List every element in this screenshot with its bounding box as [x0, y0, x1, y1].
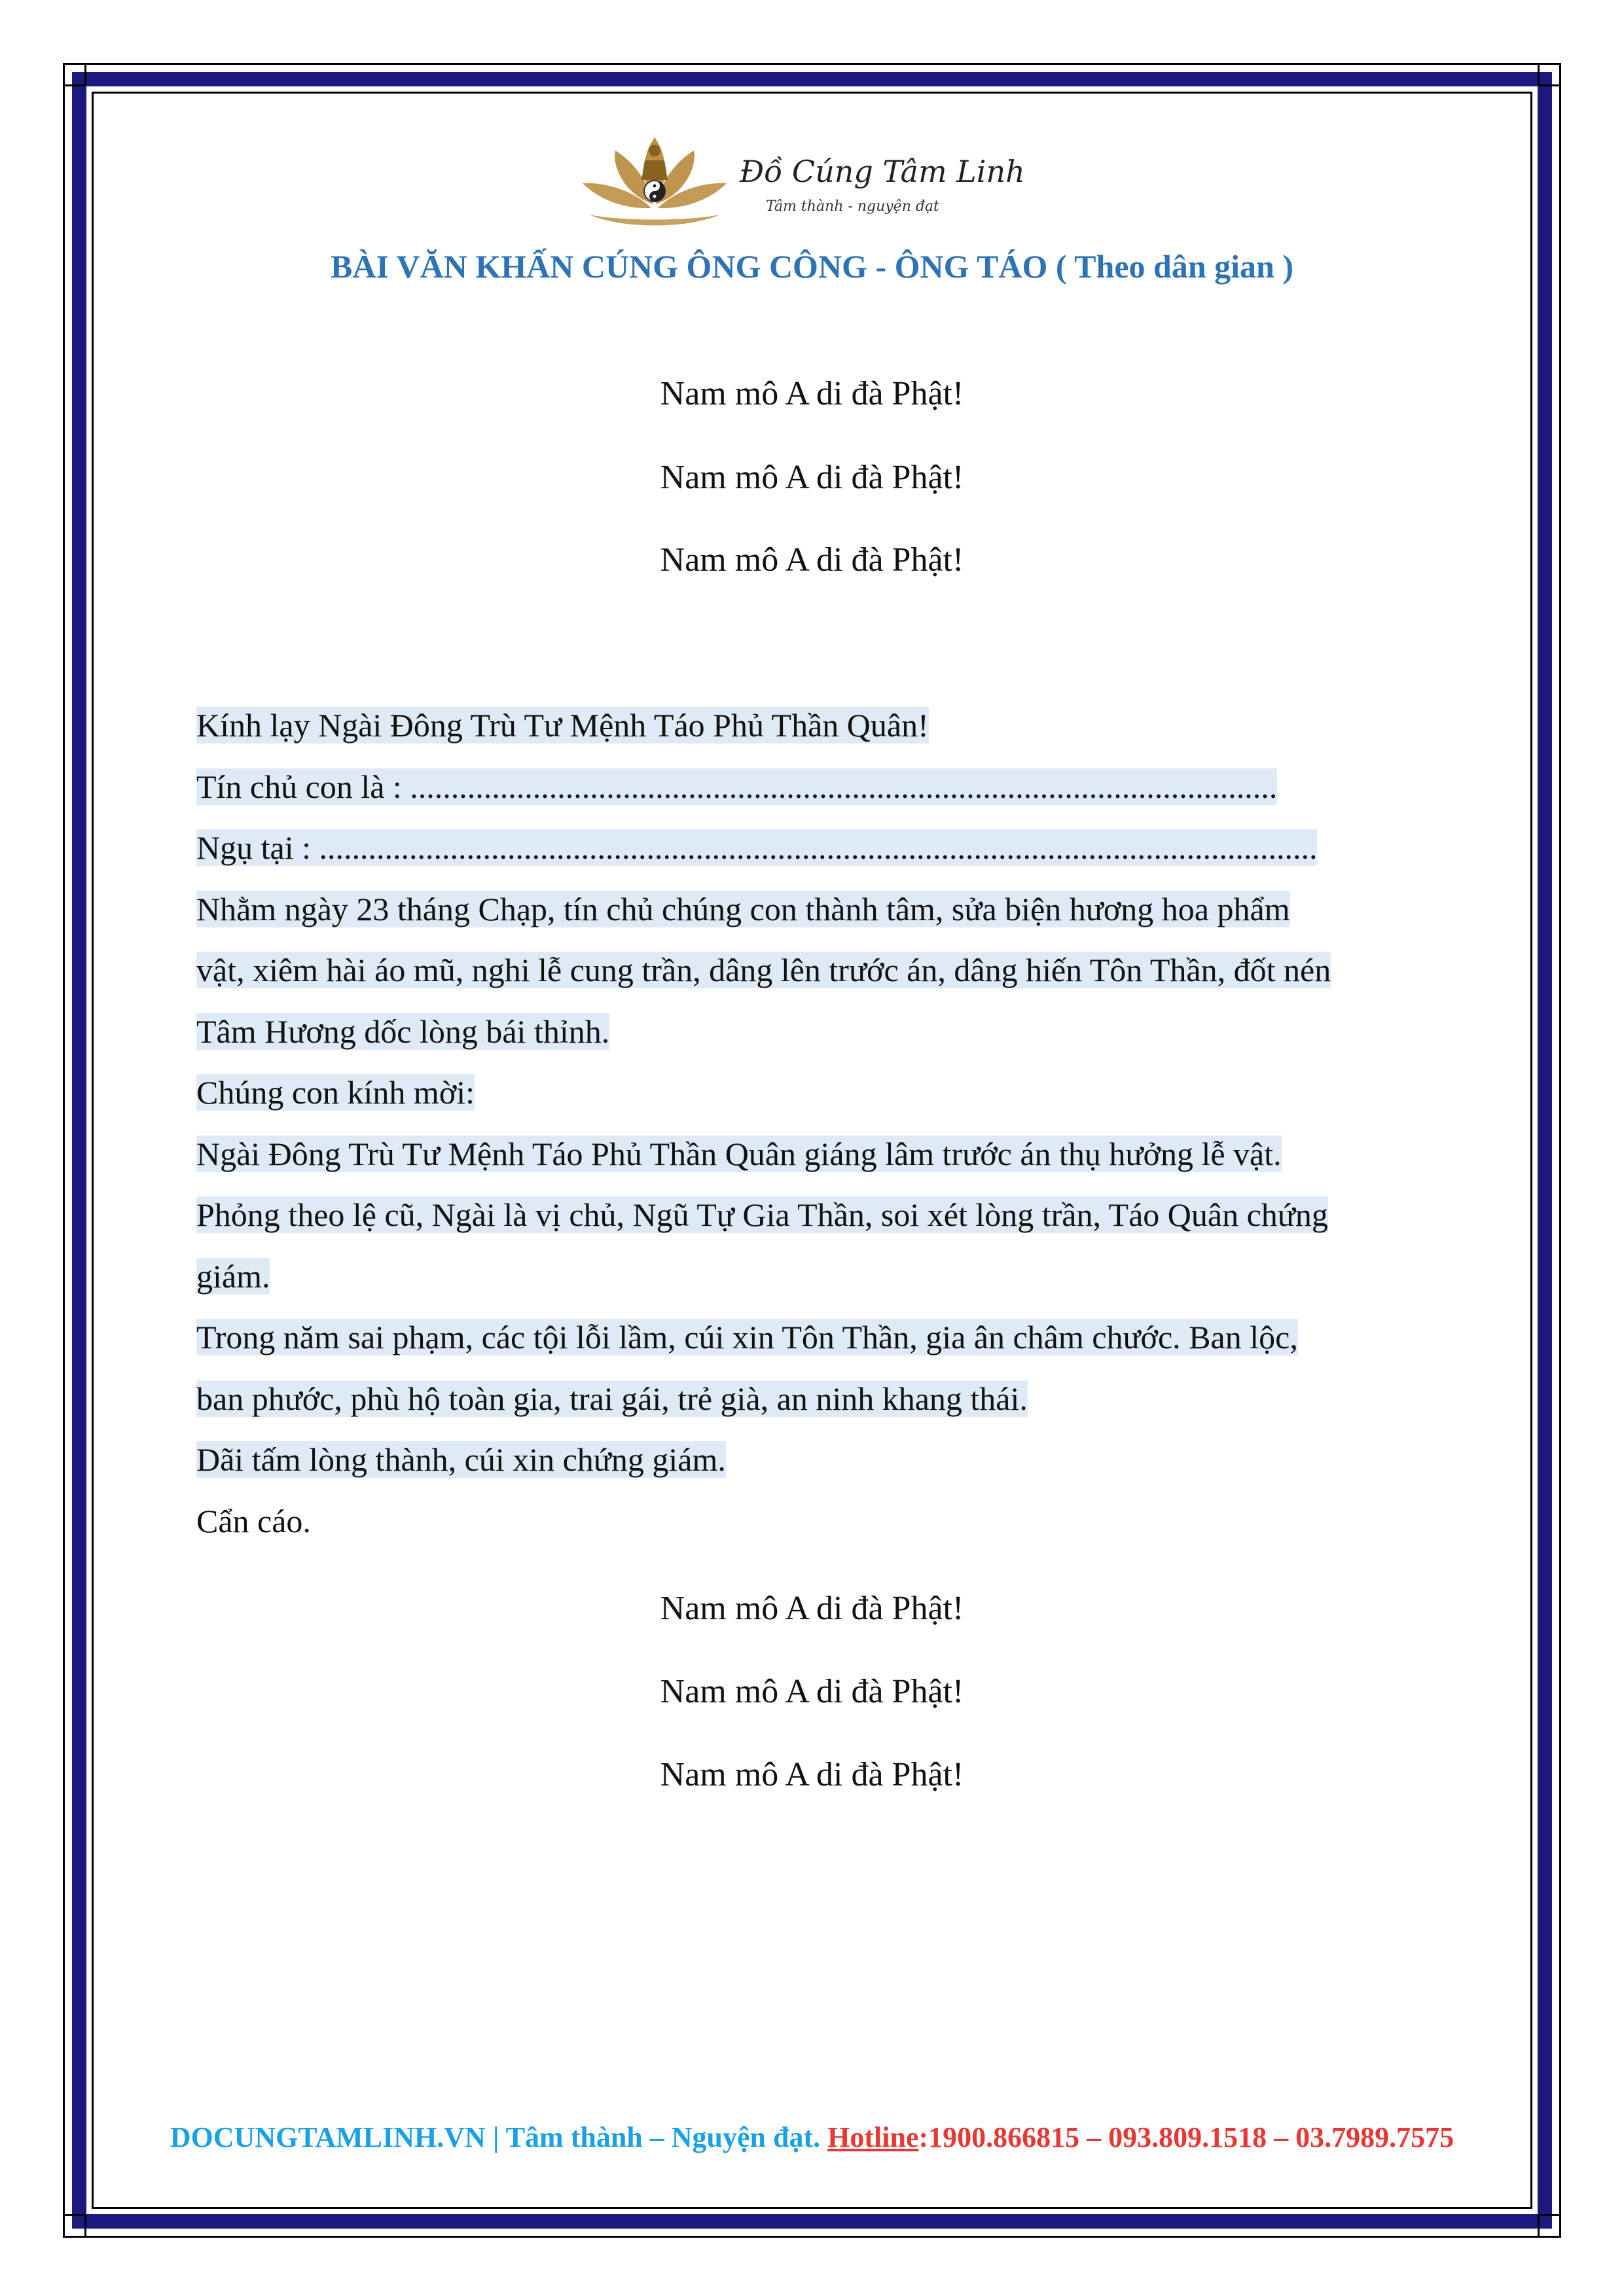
invocation-line: Nam mô A di đà Phật! — [660, 375, 964, 412]
footer-hotline-link[interactable]: Hotline — [827, 2121, 919, 2153]
border-corner-ornament — [63, 2214, 86, 2238]
svg-text:Tâm thành - nguyện đạt: Tâm thành - nguyện đạt — [766, 198, 939, 215]
prayer-line: vật, xiêm hài áo mũ, nghi lễ cung trần, dâng lên trước án, dâng hiến Tôn Thần, đốt nén — [196, 952, 1331, 988]
lotus-yin-yang-logo-icon — [576, 131, 1025, 236]
prayer-line: Phỏng theo lệ cũ, Ngài là vị chủ, Ngũ Tự Gia Thần, soi xét lòng trần, Táo Quân chứng — [196, 1196, 1328, 1233]
prayer-line: Kính lạy Ngài Đông Trù Tư Mệnh Táo Phủ Thần Quân! — [196, 707, 929, 744]
prayer-line: Chúng con kính mời: — [196, 1074, 475, 1111]
prayer-line: Tâm Hương dốc lòng bái thỉnh. — [196, 1013, 610, 1050]
brand-logo — [576, 131, 1025, 236]
footer-hotline-colon: : — [918, 2121, 929, 2153]
invocation-line: Nam mô A di đà Phật! — [660, 1756, 964, 1793]
footer-phone-numbers: 1900.866815 – 093.809.1518 – 03.7989.7575 — [928, 2121, 1454, 2153]
address-line: Ngụ tại : .......................................................................................................................... — [196, 829, 1318, 866]
document-title: BÀI VĂN KHẤN CÚNG ÔNG CÔNG - ÔNG TÁO ( Theo dân gian ) — [331, 248, 1293, 285]
invocation-line: Nam mô A di đà Phật! — [660, 1673, 964, 1710]
border-corner-ornament — [1538, 63, 1561, 86]
invocation-line: Nam mô A di đà Phật! — [660, 1590, 964, 1627]
border-corner-ornament — [63, 63, 86, 86]
svg-text:Đồ Cúng Tâm Linh: Đồ Cúng Tâm Linh — [740, 154, 1025, 189]
prayer-line: Ngài Đông Trù Tư Mệnh Táo Phủ Thần Quân giáng lâm trước án thụ hưởng lễ vật. — [196, 1135, 1282, 1172]
prayer-line: giám. — [196, 1257, 270, 1295]
prayer-line: ban phước, phù hộ toàn gia, trai gái, trẻ già, an ninh khang thái. — [196, 1380, 1028, 1417]
prayer-body — [196, 695, 1440, 1552]
closing-line: Cẩn cáo. — [196, 1502, 311, 1539]
prayer-line: Trong năm sai phạm, các tội lỗi lầm, cúi xin Tôn Thần, gia ân châm chước. Ban lộc, — [196, 1319, 1298, 1355]
page-footer — [0, 2121, 1624, 2154]
invocation-line: Nam mô A di đà Phật! — [660, 459, 964, 496]
invocation-line: Nam mô A di đà Phật! — [660, 541, 964, 579]
donor-name-line: Tín chủ con là : .......................................................................................................... — [196, 768, 1278, 805]
prayer-line: Nhằm ngày 23 tháng Chạp, tín chủ chúng con thành tâm, sửa biện hương hoa phẩm — [196, 890, 1290, 927]
border-corner-ornament — [1538, 2214, 1561, 2238]
prayer-line: Dãi tấm lòng thành, cúi xin chứng giám. — [196, 1441, 726, 1478]
footer-site-link[interactable]: DOCUNGTAMLINH.VN | Tâm thành – Nguyện đạt. — [170, 2121, 828, 2153]
